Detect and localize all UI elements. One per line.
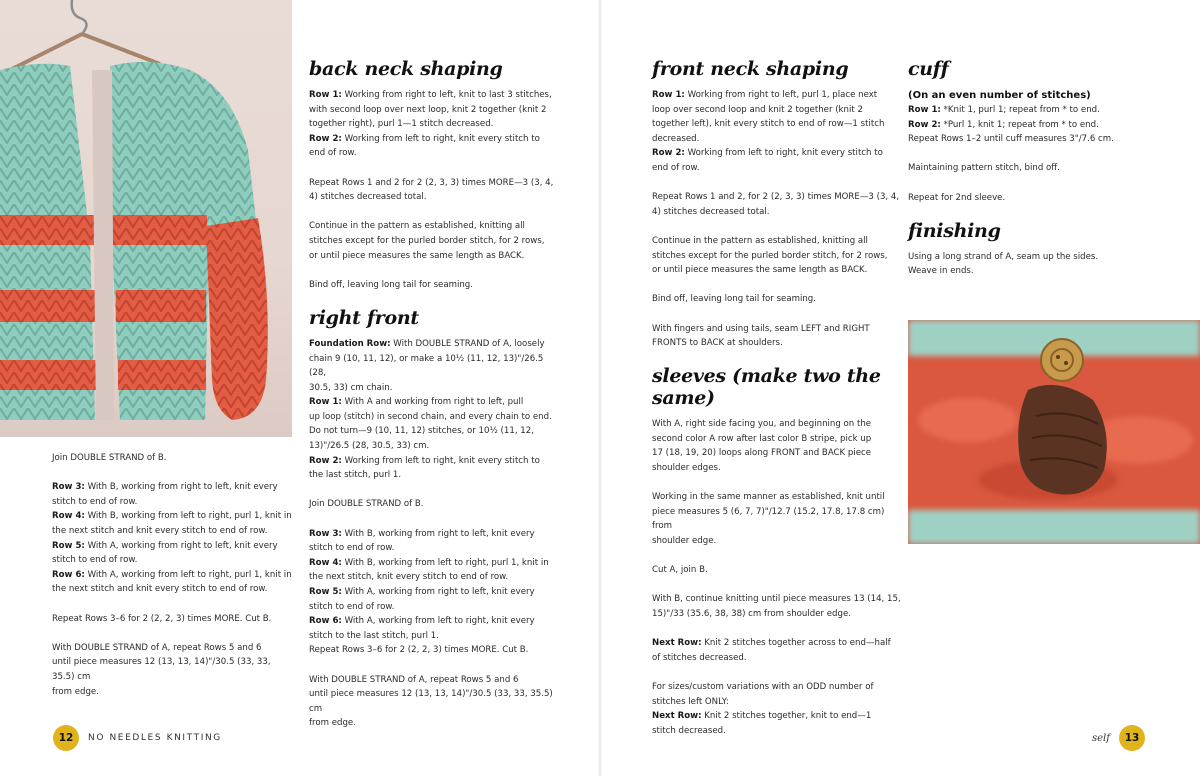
text-line [52,641,292,656]
line-text: Repeat for 2nd sleeve. [908,192,1006,203]
line-text: Knit 2 stitches together across to end—half [701,638,891,649]
text-line [652,695,902,710]
instruction-paragraph [652,292,902,307]
text-line [652,505,902,534]
line-text: Working from right to left, knit to last 3 stitches, [341,90,552,100]
pattern-section [309,307,559,731]
line-text: Repeat Rows 3–6 for 2 (2, 2, 3) times MORE. Cut B. [52,613,272,624]
line-text: Knit 2 stitches together, knit to end—1 [701,711,872,722]
instruction-paragraph [652,322,902,351]
instruction-paragraph [652,680,902,738]
text-line [652,651,902,666]
line-text: With A, working from left to right, knit every [341,616,535,627]
line-text: up loop (stitch) in second chain, and every chain to end. [309,411,552,422]
text-line [309,190,559,205]
text-line [652,234,902,249]
pattern-section [652,365,902,738]
line-text: shoulder edges. [652,463,721,474]
line-text: With DOUBLE STRAND of A, loosely [390,338,545,349]
line-text: chain 9 (10, 11, 12), or make a 10½ (11, 12, 13)"/26.5 (28, [309,353,544,379]
line-text: Repeat Rows 3–6 for 2 (2, 2, 3) times MORE. Cut B. [309,645,529,656]
line-text: With B, continue knitting until piece measures 13 (14, 15, [652,594,901,605]
line-text: shoulder edge. [652,536,717,547]
instruction-paragraph [652,88,902,176]
text-line [652,103,902,118]
line-text: stitch decreased. [652,725,726,736]
row-label: Row 6: [309,616,342,627]
instruction-paragraph [908,250,1148,279]
row-label: Row 2: [309,133,342,144]
text-line [652,724,902,739]
line-text: With A and working from right to left, pull [341,397,524,408]
text-line [652,132,902,147]
line-text: of stitches decreased. [652,652,747,663]
instruction-paragraph [309,337,559,483]
line-text: With B, working from left to right, purl 1, knit in [341,557,549,568]
instruction-paragraph [652,234,902,278]
text-line [309,146,559,161]
text-line [309,132,559,147]
text-line [908,264,1148,279]
line-text: from edge. [309,718,356,729]
text-line [908,118,1148,133]
line-text: 30.5, 33) cm chain. [309,382,393,393]
text-line [309,117,559,132]
right-page-column-1 [652,58,902,753]
text-line [52,451,292,466]
text-line [309,234,559,249]
pattern-section [309,58,559,292]
text-line [309,687,559,716]
text-line [309,570,559,585]
line-text: stitch to end of row. [309,543,395,554]
text-line [52,685,292,700]
text-line [652,490,902,505]
instruction-paragraph [309,88,559,161]
line-text: Repeat Rows 1 and 2, for 2 (2, 3, 3) times MORE—3 (3, 4, [652,192,900,203]
instruction-paragraph [52,641,292,699]
line-text: Bind off, leaving long tail for seaming. [652,294,816,305]
line-text: Cut A, join B. [652,565,708,576]
row-label: Row 4: [309,557,342,568]
line-text: Continue in the pattern as established, knitting all [309,221,525,232]
instruction-paragraph [652,490,902,548]
line-text: together right), purl 1—1 stitch decreased. [309,119,494,130]
line-text: the next stitch and knit every stitch to end of row. [52,584,268,595]
row-label: Row 3: [309,528,342,539]
text-line [908,132,1148,147]
text-line [52,612,292,627]
text-line [309,527,559,542]
line-text: stitch to end of row. [309,601,395,612]
line-text: stitch to end of row. [52,555,138,566]
text-line [309,614,559,629]
text-line [309,468,559,483]
line-text: Join DOUBLE STRAND of B. [309,499,424,510]
text-line [652,249,902,264]
pattern-section [908,220,1148,279]
line-text: With DOUBLE STRAND of A, repeat Rows 5 and 6 [52,642,262,653]
text-line [52,524,292,539]
page-number-right: 13 [1119,725,1145,751]
text-line [52,480,292,495]
line-text: 4) stitches decreased total. [652,206,770,217]
line-text: end of row. [652,162,700,173]
line-text: or until piece measures the same length as BACK. [652,265,868,276]
line-text: second color A row after last color B stripe, pick up [652,433,872,444]
right-page-column-2 [908,58,1148,294]
instruction-paragraph [52,612,292,627]
text-line [652,417,902,432]
line-text: stitches except for the purled border stitch, for 2 rows, [309,235,545,246]
text-line [309,278,559,293]
row-label: Row 1: [309,90,342,100]
text-line [309,716,559,731]
section-heading: right front [309,306,419,329]
row-label: Row 2: [309,455,342,466]
text-line [309,410,559,425]
section-heading: sleeves (make two the same) [652,365,881,410]
row-label: Row 1: [309,397,342,408]
text-line [309,249,559,264]
section-subheading: (On an even number of stitches) [908,90,1091,101]
row-label: Row 5: [309,587,342,597]
instruction-paragraph [652,417,902,475]
line-text: With B, working from left to right, purl 1, knit in [84,511,292,522]
text-line [309,88,559,103]
line-text: decreased. [652,133,700,144]
row-label: Row 2: [908,119,941,130]
text-line [309,424,559,439]
line-text: Using a long strand of A, seam up the sides. [908,251,1099,262]
running-title: NO NEEDLES KNITTING [88,733,222,743]
line-text: loop over second loop and knit 2 together (knit 2 [652,104,863,115]
text-line [652,607,902,622]
text-line [309,673,559,688]
line-text: or until piece measures the same length as BACK. [309,250,525,261]
page-number-left: 12 [53,725,79,751]
text-line [309,556,559,571]
instruction-paragraph [652,636,902,665]
line-text: With B, working from right to left, knit every [341,528,535,539]
line-text: stitches except for the purled border stitch, for 2 rows, [652,250,888,261]
text-line [652,322,902,337]
line-text: Weave in ends. [908,266,974,277]
text-line [652,446,902,461]
line-text: Working from left to right, knit every stitch to [684,148,883,159]
line-text: Working from left to right, knit every stitch to [341,133,540,144]
pattern-section [652,58,902,351]
line-text: 17 (18, 19, 20) loops along FRONT and BACK piece [652,448,872,459]
line-text: Join DOUBLE STRAND of B. [52,453,167,463]
line-text: 13)"/26.5 (28, 30.5, 33) cm. [309,441,430,452]
left-page-column-1 [52,451,292,714]
line-text: piece measures 5 (6, 7, 7)"/12.7 (15.2, 17.8, 17.8 cm) from [652,506,885,532]
text-line [652,432,902,447]
text-line [309,176,559,191]
text-line [309,585,559,600]
text-line [52,655,292,684]
row-label: Foundation Row: [309,338,391,349]
text-line [52,495,292,510]
instruction-paragraph [309,673,559,731]
instruction-paragraph [309,278,559,293]
hands-button-photo [908,320,1200,544]
line-text: Do not turn—9 (10, 11, 12) stitches, or 10½ (11, 12, [309,426,534,437]
instruction-paragraph [652,563,902,578]
section-heading: finishing [908,219,1001,242]
line-text: With A, working from right to left, knit every [84,540,278,551]
line-text: With A, right side facing you, and beginning on the [652,419,872,430]
line-text: the next stitch and knit every stitch to end of row. [52,525,268,536]
text-line [652,592,902,607]
line-text: 4) stitches decreased total. [309,192,427,203]
row-label: Next Row: [652,638,702,649]
line-text: end of row. [309,148,357,159]
line-text: stitches left ONLY: [652,696,729,707]
text-line [908,191,1148,206]
line-text: Bind off, leaving long tail for seaming. [309,279,473,290]
line-text: from edge. [52,686,99,697]
text-line [652,88,902,103]
text-line [652,117,902,132]
text-line [309,454,559,469]
row-label: Row 5: [52,540,85,551]
text-line [309,643,559,658]
line-text: Working from right to left, purl 1, place next [684,90,878,100]
text-line [652,563,902,578]
line-text: Repeat Rows 1 and 2 for 2 (2, 3, 3) times MORE—3 (3, 4, [309,177,554,188]
line-text: For sizes/custom variations with an ODD number of [652,681,874,692]
line-text: With B, working from right to left, knit every [84,482,278,493]
line-text: Repeat Rows 1–2 until cuff measures 3"/7.6 cm. [908,134,1114,145]
instruction-paragraph [309,527,559,658]
line-text: With A, working from right to left, knit every [341,587,535,597]
line-text: Working in the same manner as established, knit until [652,492,885,503]
text-line [52,582,292,597]
instruction-paragraph [309,219,559,263]
pattern-section [908,58,1148,205]
line-text: With DOUBLE STRAND of A, repeat Rows 5 and 6 [309,674,519,685]
text-line [309,629,559,644]
text-line [309,541,559,556]
text-line [652,636,902,651]
row-label: Row 1: [908,105,941,115]
row-label: Next Row: [652,711,702,722]
line-text: until piece measures 12 (13, 13, 14)"/30.5 (33, 33, 35.5) cm [309,689,553,714]
text-line [309,219,559,234]
line-text: *Purl 1, knit 1; repeat from * to end. [940,119,1099,130]
line-text: With fingers and using tails, seam LEFT and RIGHT [652,323,870,334]
text-line [309,337,559,352]
left-page-column-2 [309,58,559,746]
line-text: until piece measures 12 (13, 13, 14)"/30.5 (33, 33, 35.5) cm [52,657,271,682]
row-label: Row 2: [652,148,685,159]
text-line [652,161,902,176]
section-heading: front neck shaping [652,58,849,80]
text-line [52,539,292,554]
row-label: Row 1: [652,90,685,100]
line-text: With A, working from left to right, purl 1, knit in [84,569,292,580]
line-text: stitch to the last stitch, purl 1. [309,630,439,641]
text-line [652,190,902,205]
line-text: together left), knit every stitch to end of row—1 stitch [652,119,885,130]
text-line [908,161,1148,176]
section-heading: cuff [908,58,949,80]
instruction-paragraph [908,161,1148,176]
instruction-paragraph [652,190,902,219]
text-line [652,534,902,549]
text-line [309,439,559,454]
brand-logo: self [1092,733,1110,744]
instruction-paragraph [52,451,292,466]
text-line [309,395,559,410]
text-line [309,600,559,615]
instruction-paragraph [908,191,1148,206]
text-line [652,709,902,724]
instruction-paragraph [309,176,559,205]
book-gutter [598,0,602,776]
instruction-paragraph [309,497,559,512]
cardigan-illustration [0,0,292,437]
text-line [52,568,292,583]
text-line [309,381,559,396]
text-line [652,461,902,476]
line-text: FRONTS to BACK at shoulders. [652,338,783,349]
line-text: Maintaining pattern stitch, bind off. [908,163,1060,174]
line-text: Continue in the pattern as established, knitting all [652,235,868,246]
hands-illustration [908,320,1200,544]
cardigan-photo [0,0,292,437]
line-text: Working from left to right, knit every stitch to [341,455,540,466]
text-line [652,336,902,351]
instruction-paragraph [652,592,902,621]
line-text: the next stitch, knit every stitch to end of row. [309,572,509,583]
text-line [652,205,902,220]
line-text: *Knit 1, purl 1; repeat from * to end. [940,105,1100,115]
text-line [309,103,559,118]
text-line [309,352,559,381]
line-text: with second loop over next loop, knit 2 together (knit 2 [309,104,547,115]
text-line [309,497,559,512]
line-text: the last stitch, purl 1. [309,470,402,481]
text-line [52,553,292,568]
text-line [652,680,902,695]
instruction-paragraph [908,103,1148,147]
row-label: Row 4: [52,511,85,522]
text-line [52,509,292,524]
section-heading: back neck shaping [309,58,503,80]
line-text: 15)"/33 (35.6, 38, 38) cm from shoulder edge. [652,609,851,619]
instruction-paragraph [52,480,292,597]
row-label: Row 6: [52,569,85,580]
line-text: stitch to end of row. [52,496,138,507]
text-line [652,292,902,307]
row-label: Row 3: [52,482,85,493]
text-line [652,263,902,278]
text-line [652,146,902,161]
text-line [908,250,1148,265]
text-line [908,103,1148,118]
